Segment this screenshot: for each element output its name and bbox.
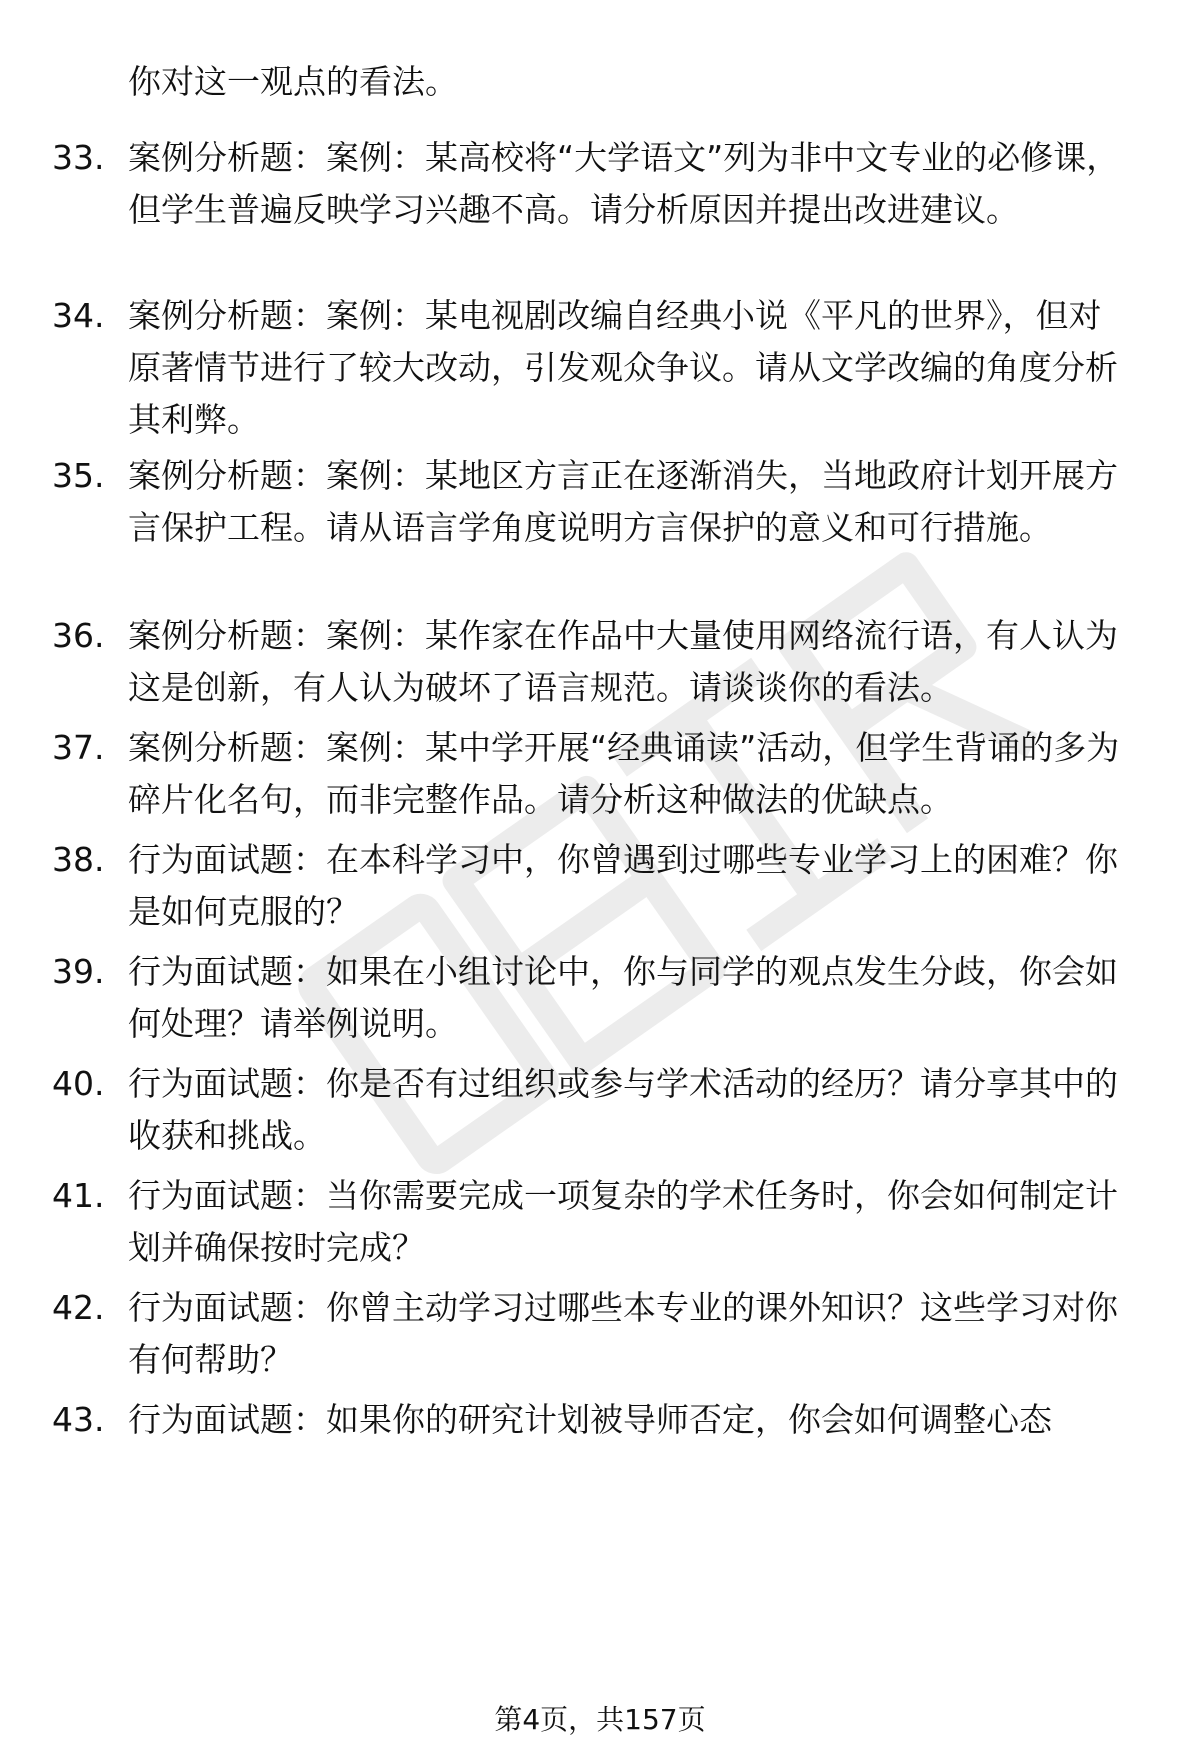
- question-number: 40.: [52, 1064, 105, 1103]
- question-number: 39.: [52, 952, 105, 991]
- question-text: 行为面试题：当你需要完成一项复杂的学术任务时，你会如何制定计划并确保按时完成？: [128, 1176, 1118, 1267]
- question-number: 42.: [52, 1288, 105, 1327]
- question-number: 33.: [52, 138, 105, 177]
- question-number: 35.: [52, 456, 105, 495]
- page-footer: 第4页，共157页: [494, 1703, 706, 1736]
- question-text: 行为面试题：你是否有过组织或参与学术活动的经历？请分享其中的收获和挑战。: [128, 1064, 1118, 1155]
- question-text: 案例分析题：案例：某高校将“大学语文”列为非中文专业的必修课，但学生普遍反映学习兴趣不高。请分析原因并提出改进建议。: [128, 138, 1120, 229]
- question-text: 案例分析题：案例：某电视剧改编自经典小说《平凡的世界》，但对原著情节进行了较大改动，引发观众争议。请从文学改编的角度分析其利弊。: [128, 296, 1118, 439]
- question-number: 37.: [52, 728, 105, 767]
- question-text: 行为面试题：在本科学习中，你曾遇到过哪些专业学习上的困难？你是如何克服的？: [128, 840, 1118, 931]
- question-text: 案例分析题：案例：某地区方言正在逐渐消失，当地政府计划开展方言保护工程。请从语言学角度说明方言保护的意义和可行措施。: [128, 456, 1118, 547]
- question-number: 41.: [52, 1176, 105, 1215]
- question-text: 案例分析题：案例：某中学开展“经典诵读”活动，但学生背诵的多为碎片化名句，而非完整作品。请分析这种做法的优缺点。: [128, 728, 1120, 819]
- question-text: 行为面试题：如果你的研究计划被导师否定，你会如何调整心态: [128, 1400, 1052, 1439]
- continuation-text: 你对这一观点的看法。: [128, 62, 458, 101]
- question-number: 38.: [52, 840, 105, 879]
- question-number: 34.: [52, 296, 105, 335]
- question-text: 案例分析题：案例：某作家在作品中大量使用网络流行语，有人认为这是创新，有人认为破坏了语言规范。请谈谈你的看法。: [128, 616, 1118, 707]
- question-text: 行为面试题：你曾主动学习过哪些本专业的课外知识？这些学习对你有何帮助？: [128, 1288, 1118, 1379]
- question-text: 行为面试题：如果在小组讨论中，你与同学的观点发生分歧，你会如何处理？请举例说明。: [128, 952, 1118, 1043]
- question-number: 36.: [52, 616, 105, 655]
- question-number: 43.: [52, 1400, 105, 1439]
